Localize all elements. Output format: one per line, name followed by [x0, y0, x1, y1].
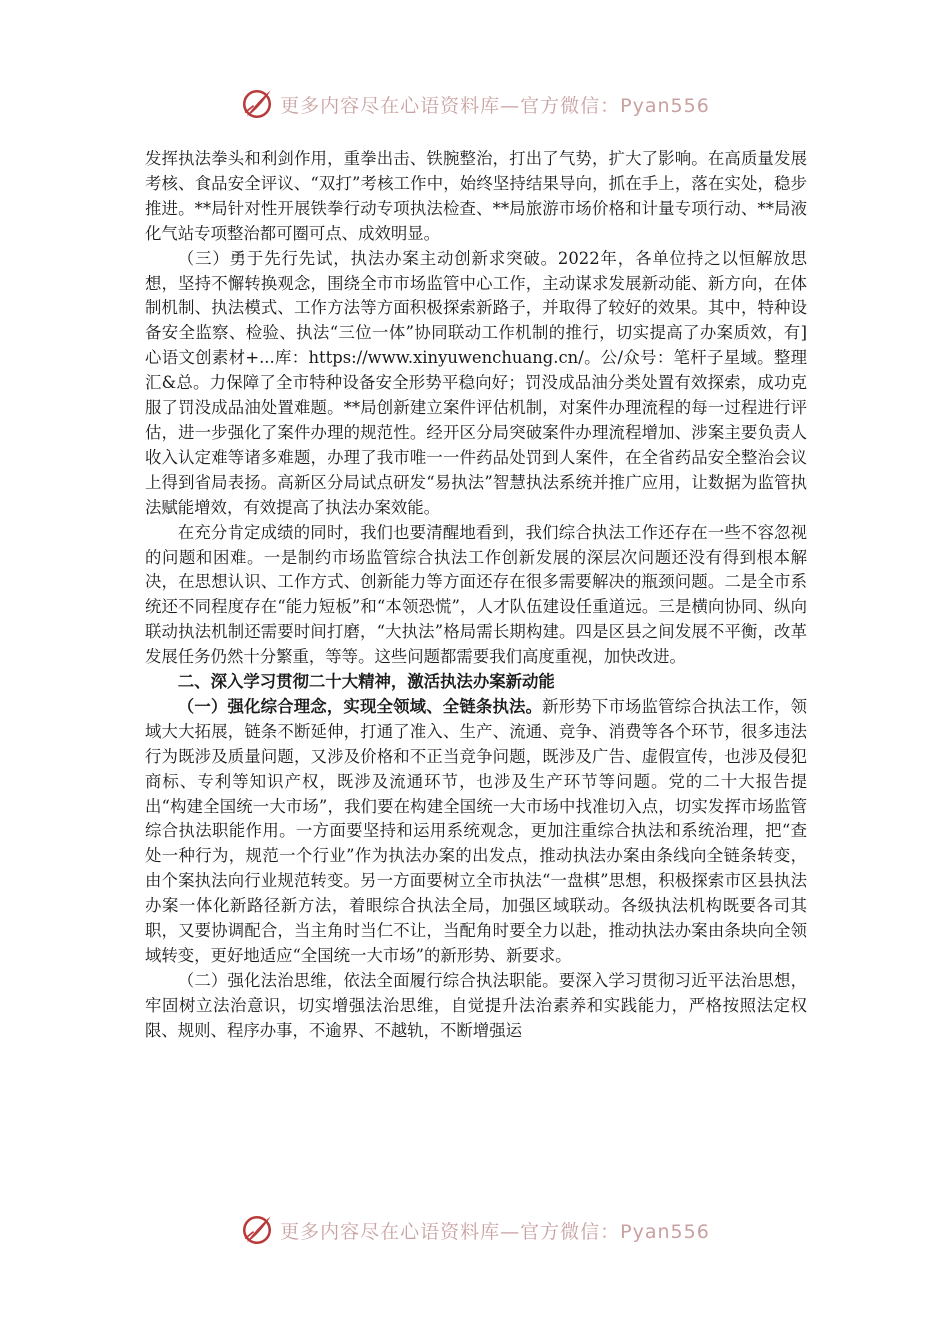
quill-logo-icon: [240, 87, 274, 121]
paragraph: [145, 695, 807, 969]
section-heading: 二、深入学习贯彻二十大精神，激活执法办案新动能: [177, 672, 555, 692]
document-body: [145, 147, 807, 1044]
paragraph-body: 新形势下市场监管综合执法工作，领域大大拓展，链条不断延伸，打通了准入、生产、流通、竞争、消费等各个环节，很多违法行为既涉及质量问题，又涉及价格和不正当竞争问题，既涉及广告、虚假宣传，也涉及侵犯商标、专利等知识产权，既涉及流通环节，也涉及生产环节等问题。党的二十大报告提出“构建全国统一大市场”，我们要在构建全国统一大市场中找准切入点，切实发挥市场监管综合执法职能作用。一方面要坚持和运用系统观念，更加注重综合执法和系统治理，把“查处一种行为，规范一个行业”作为执法办案的出发点，推动执法办案由条线向全链条转变，由个案执法向行业规范转变。另一方面要树立全市执法“一盘棋”思想，积极探索市区县执法办案一体化新路径新方法，着眼综合执法全局，加强区域联动。各级执法机构既要各司其职，又要协调配合，当主角时当仁不让，当配角时要全力以赴，推动执法办案由条块向全领域转变，更好地适应“全国统一大市场”的新形势、新要求。: [145, 696, 807, 965]
subsection-lead: （一）强化综合理念，实现全领域、全链条执法。: [177, 696, 543, 716]
banner-label: 更多内容尽在心语资料库—官方微信：Pyan556: [280, 1220, 710, 1243]
header-banner: [0, 84, 950, 124]
paragraph: （三）勇于先行先试，执法办案主动创新求突破。2022年，各单位持之以恒解放思想，坚持不懈转换观念，围绕全市市场监管中心工作，主动谋求发展新动能、新方向，在体制机制、执法模式、工作方法等方面积极探索新路子，并取得了较好的效果。其中，特种设备安全监察、检验、执法“三位一体”协同联动工作机制的推行，切实提高了办案质效，有]心语文创素材+...库：https://www.xinyuwenchuang.cn/。公/众号：笔杆子星域。整理汇&总。力保障了全市特种设备安全形势平稳向好；罚没成品油分类处置有效探索，成功克服了罚没成品油处置难题。**局创新建立案件评估机制，对案件办理流程的每一过程进行评估，进一步强化了案件办理的规范性。经开区分局突破案件办理流程增加、涉案主要负责人收入认定难等诸多难题，办理了我市唯一一件药品处罚到人案件，在全省药品安全整治会议上得到省局表扬。高新区分局试点研发“易执法”智慧执法系统并推广应用，让数据为监管执法赋能增效，有效提高了执法办案效能。: [145, 248, 807, 517]
footer-banner: [0, 1210, 950, 1250]
banner-label: 更多内容尽在心语资料库—官方微信：Pyan556: [280, 94, 710, 117]
paragraph: （二）强化法治思维，依法全面履行综合执法职能。要深入学习贯彻习近平法治思想，牢固树立法治意识，切实增强法治思维，自觉提升法治素养和实践能力，严格按照法定权限、规则、程序办事，不逾界、不越轨，不断增强运: [145, 970, 807, 1040]
paragraph: 在充分肯定成绩的同时，我们也要清醒地看到，我们综合执法工作还存在一些不容忽视的问题和困难。一是制约市场监管综合执法工作创新发展的深层次问题还没有得到根本解决，在思想认识、工作方式、创新能力等方面还存在很多需要解决的瓶颈问题。二是全市系统还不同程度存在“能力短板”和“本领恐慌”，人才队伍建设任重道远。三是横向协同、纵向联动执法机制还需要时间打磨，“大执法”格局需长期构建。四是区县之间发展不平衡，改革发展任务仍然十分繁重，等等。这些问题都需要我们高度重视，加快改进。: [145, 522, 807, 667]
paragraph: 发挥执法拳头和利剑作用，重拳出击、铁腕整治，打出了气势，扩大了影响。在高质量发展考核、食品安全评议、“双打”考核工作中，始终坚持结果导向，抓在手上，落在实处，稳步推进。**局针对性开展铁拳行动专项执法检查、**局旅游市场价格和计量专项行动、**局液化气站专项整治都可圈可点、成效明显。: [145, 149, 807, 243]
quill-logo-icon: [240, 1213, 274, 1247]
